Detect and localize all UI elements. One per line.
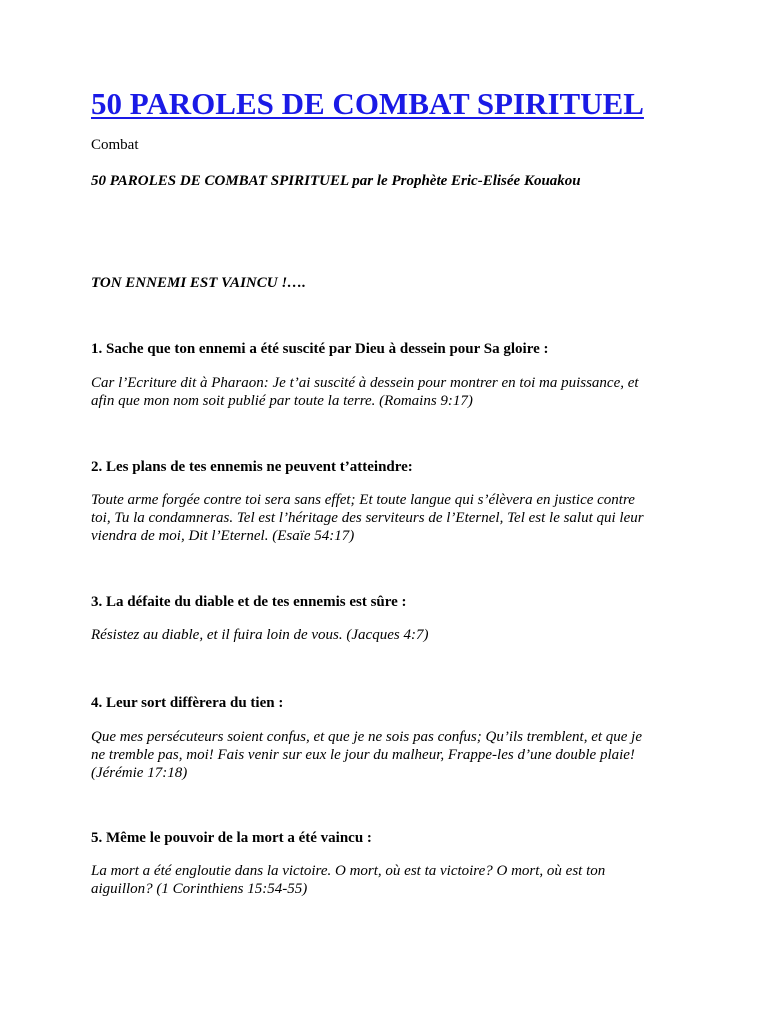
intro-heading: TON ENNEMI EST VAINCU !…. [91,275,306,291]
point-4-title: 4. Leur sort diffèrera du tien : [91,695,284,711]
point-3-title: 3. La défaite du diable et de tes ennemis est sûre : [91,594,407,610]
point-2-verse [91,491,681,545]
verse-line: ne tremble pas, moi! Fais venir sur eux le jour du malheur, Frappe-les d’une double plaie! [91,747,635,763]
category-label: Combat [91,137,139,153]
point-1-verse [91,374,681,410]
title-link[interactable]: 50 PAROLES DE COMBAT SPIRITUEL [91,86,644,121]
verse-line: viendra de moi, Dit l’Eternel. (Esaïe 54:17) [91,528,355,544]
verse-line: toi, Tu la condamneras. Tel est l’héritage des serviteurs de l’Eternel, Tel est le salut qui leur [91,510,644,526]
point-5-verse [91,862,681,898]
verse-line: La mort a été engloutie dans la victoire. O mort, où est ta victoire? O mort, où est ton [91,863,606,879]
point-5-title: 5. Même le pouvoir de la mort a été vaincu : [91,830,372,846]
verse-line: Car l’Ecriture dit à Pharaon: Je t’ai suscité à dessein pour montrer en toi ma puissance, et [91,375,639,391]
verse-line: (Jérémie 17:18) [91,765,188,781]
verse-line: Que mes persécuteurs soient confus, et que je ne sois pas confus; Qu’ils tremblent, et que je [91,729,643,745]
point-3-verse [91,626,681,644]
verse-line: aiguillon? (1 Corinthiens 15:54-55) [91,881,308,897]
verse-line: Résistez au diable, et il fuira loin de vous. (Jacques 4:7) [91,627,429,643]
point-2-title: 2. Les plans de tes ennemis ne peuvent t’atteindre: [91,459,413,475]
point-4-verse [91,728,681,782]
verse-line: afin que mon nom soit publié par toute la terre. (Romains 9:17) [91,393,473,409]
point-1-title: 1. Sache que ton ennemi a été suscité par Dieu à dessein pour Sa gloire : [91,341,549,357]
verse-line: Toute arme forgée contre toi sera sans effet; Et toute langue qui s’élèvera en justice contre [91,492,635,508]
page-title [91,86,644,122]
document-subtitle: 50 PAROLES DE COMBAT SPIRITUEL par le Prophète Eric-Elisée Kouakou [91,173,581,189]
